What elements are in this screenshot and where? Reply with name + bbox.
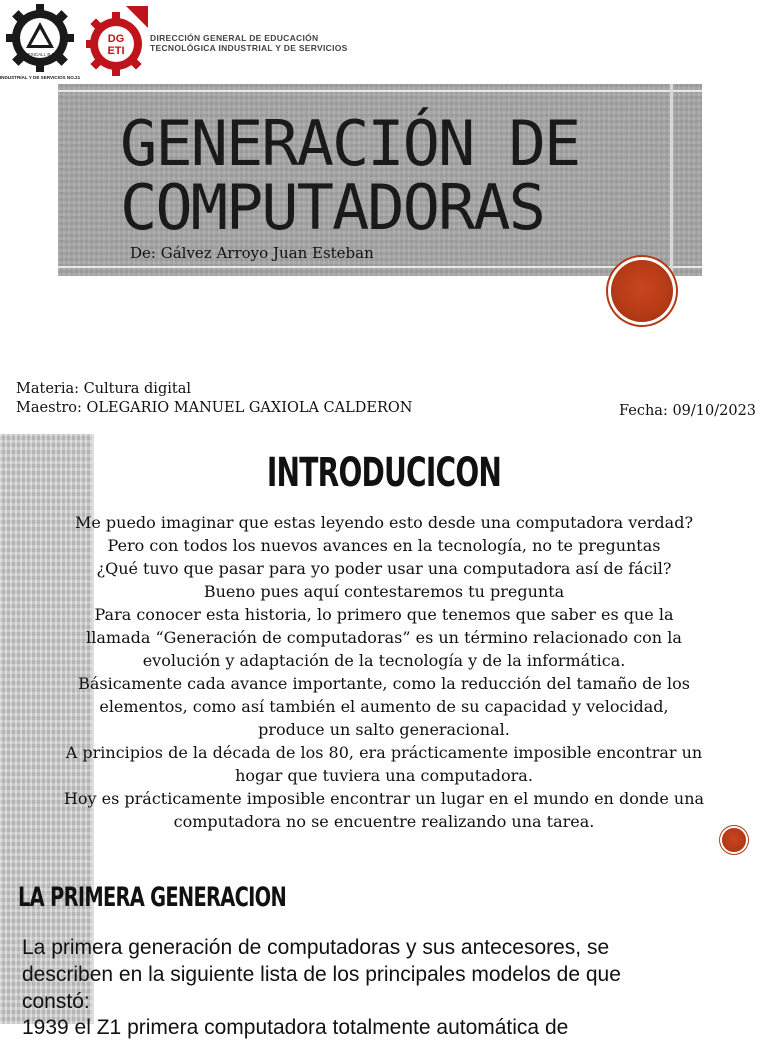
dgeti-name [150, 33, 348, 53]
intro-line: hogar que tuviera una computadora. [235, 766, 533, 785]
banner-top-rule [58, 90, 702, 92]
fecha-text: Fecha: 09/10/2023 [619, 403, 757, 419]
banner-bottom-rule [58, 266, 702, 268]
intro-line: computadora no se encuentre realizando una tarea. [173, 812, 595, 831]
intro-line: ¿Qué tuvo que pasar para yo poder usar una computadora así de fácil? [96, 559, 672, 578]
cover-title-line-2: COMPUTADORAS [120, 171, 544, 244]
primera-generacion-title: LA PRIMERA GENERACION [18, 882, 287, 913]
dgeti-line-2: TECNOLÓGICA INDUSTRIAL Y DE SERVICIOS [150, 43, 348, 53]
intro-line: Bueno pues aquí contestaremos tu pregunta [203, 582, 565, 601]
cover-title-line-1: GENERACIÓN DE [120, 107, 580, 180]
cover-author: De: Gálvez Arroyo Juan Esteban [130, 244, 374, 262]
decorative-small-red-circle [722, 828, 746, 852]
cbtis-logo [0, 4, 81, 84]
maestro-text: Maestro: OLEGARIO MANUEL GAXIOLA CALDERON [16, 400, 413, 416]
materia-text: Materia: Cultura digital [16, 381, 191, 397]
intro-line: Me puedo imaginar que estas leyendo esto desde una computadora verdad? [74, 513, 694, 532]
intro-line: llamada “Generación de computadoras” es un término relacionado con la [86, 628, 682, 647]
primera-bullet: 1939 el Z1 primera computadora totalmente automática de [22, 1016, 569, 1039]
primera-line-3: constó: [22, 990, 90, 1013]
cover-title [120, 107, 680, 244]
intro-line: Para conocer esta historia, lo primero que tenemos que saber es que la [94, 605, 674, 624]
primera-line-2: describen en la siguiente lista de los principales modelos de que [22, 963, 621, 986]
cover-info [16, 380, 412, 418]
decorative-red-circle [611, 260, 673, 322]
cbtis-bottom-text: INDUSTRIAL Y DE SERVICIOS NO.21 [0, 75, 81, 80]
intro-line: Básicamente cada avance importante, como la reducción del tamaño de los [78, 674, 690, 693]
gear-icon [6, 4, 74, 72]
intro-title: INTRODUCICON [266, 450, 502, 496]
cbtis-caption: MEXICALI, B.C. [23, 52, 57, 57]
intro-line: evolución y adaptación de la tecnología y de la informática. [142, 651, 626, 670]
intro-line: A principios de la década de los 80, era prácticamente imposible encontrar un [65, 743, 703, 762]
intro-line: elementos, como así también el aumento de su capacidad y velocidad, [99, 697, 669, 716]
intro-line: Hoy es prácticamente imposible encontrar un lugar en el mundo en donde una [63, 789, 705, 808]
primera-line-1: La primera generación de computadoras y sus antecesores, se [22, 936, 610, 959]
intro-line: Pero con todos los nuevos avances en la tecnología, no te preguntas [107, 536, 661, 555]
dgeti-letters-2: ETI [107, 45, 125, 57]
intro-line: produce un salto generacional. [258, 720, 510, 739]
primera-generacion-body [22, 934, 742, 1015]
intro-body [22, 511, 746, 833]
dgeti-logo [84, 4, 150, 82]
dgeti-letters: DG [107, 33, 125, 45]
dgeti-line-1: DIRECCIÓN GENERAL DE EDUCACIÓN [150, 33, 319, 43]
